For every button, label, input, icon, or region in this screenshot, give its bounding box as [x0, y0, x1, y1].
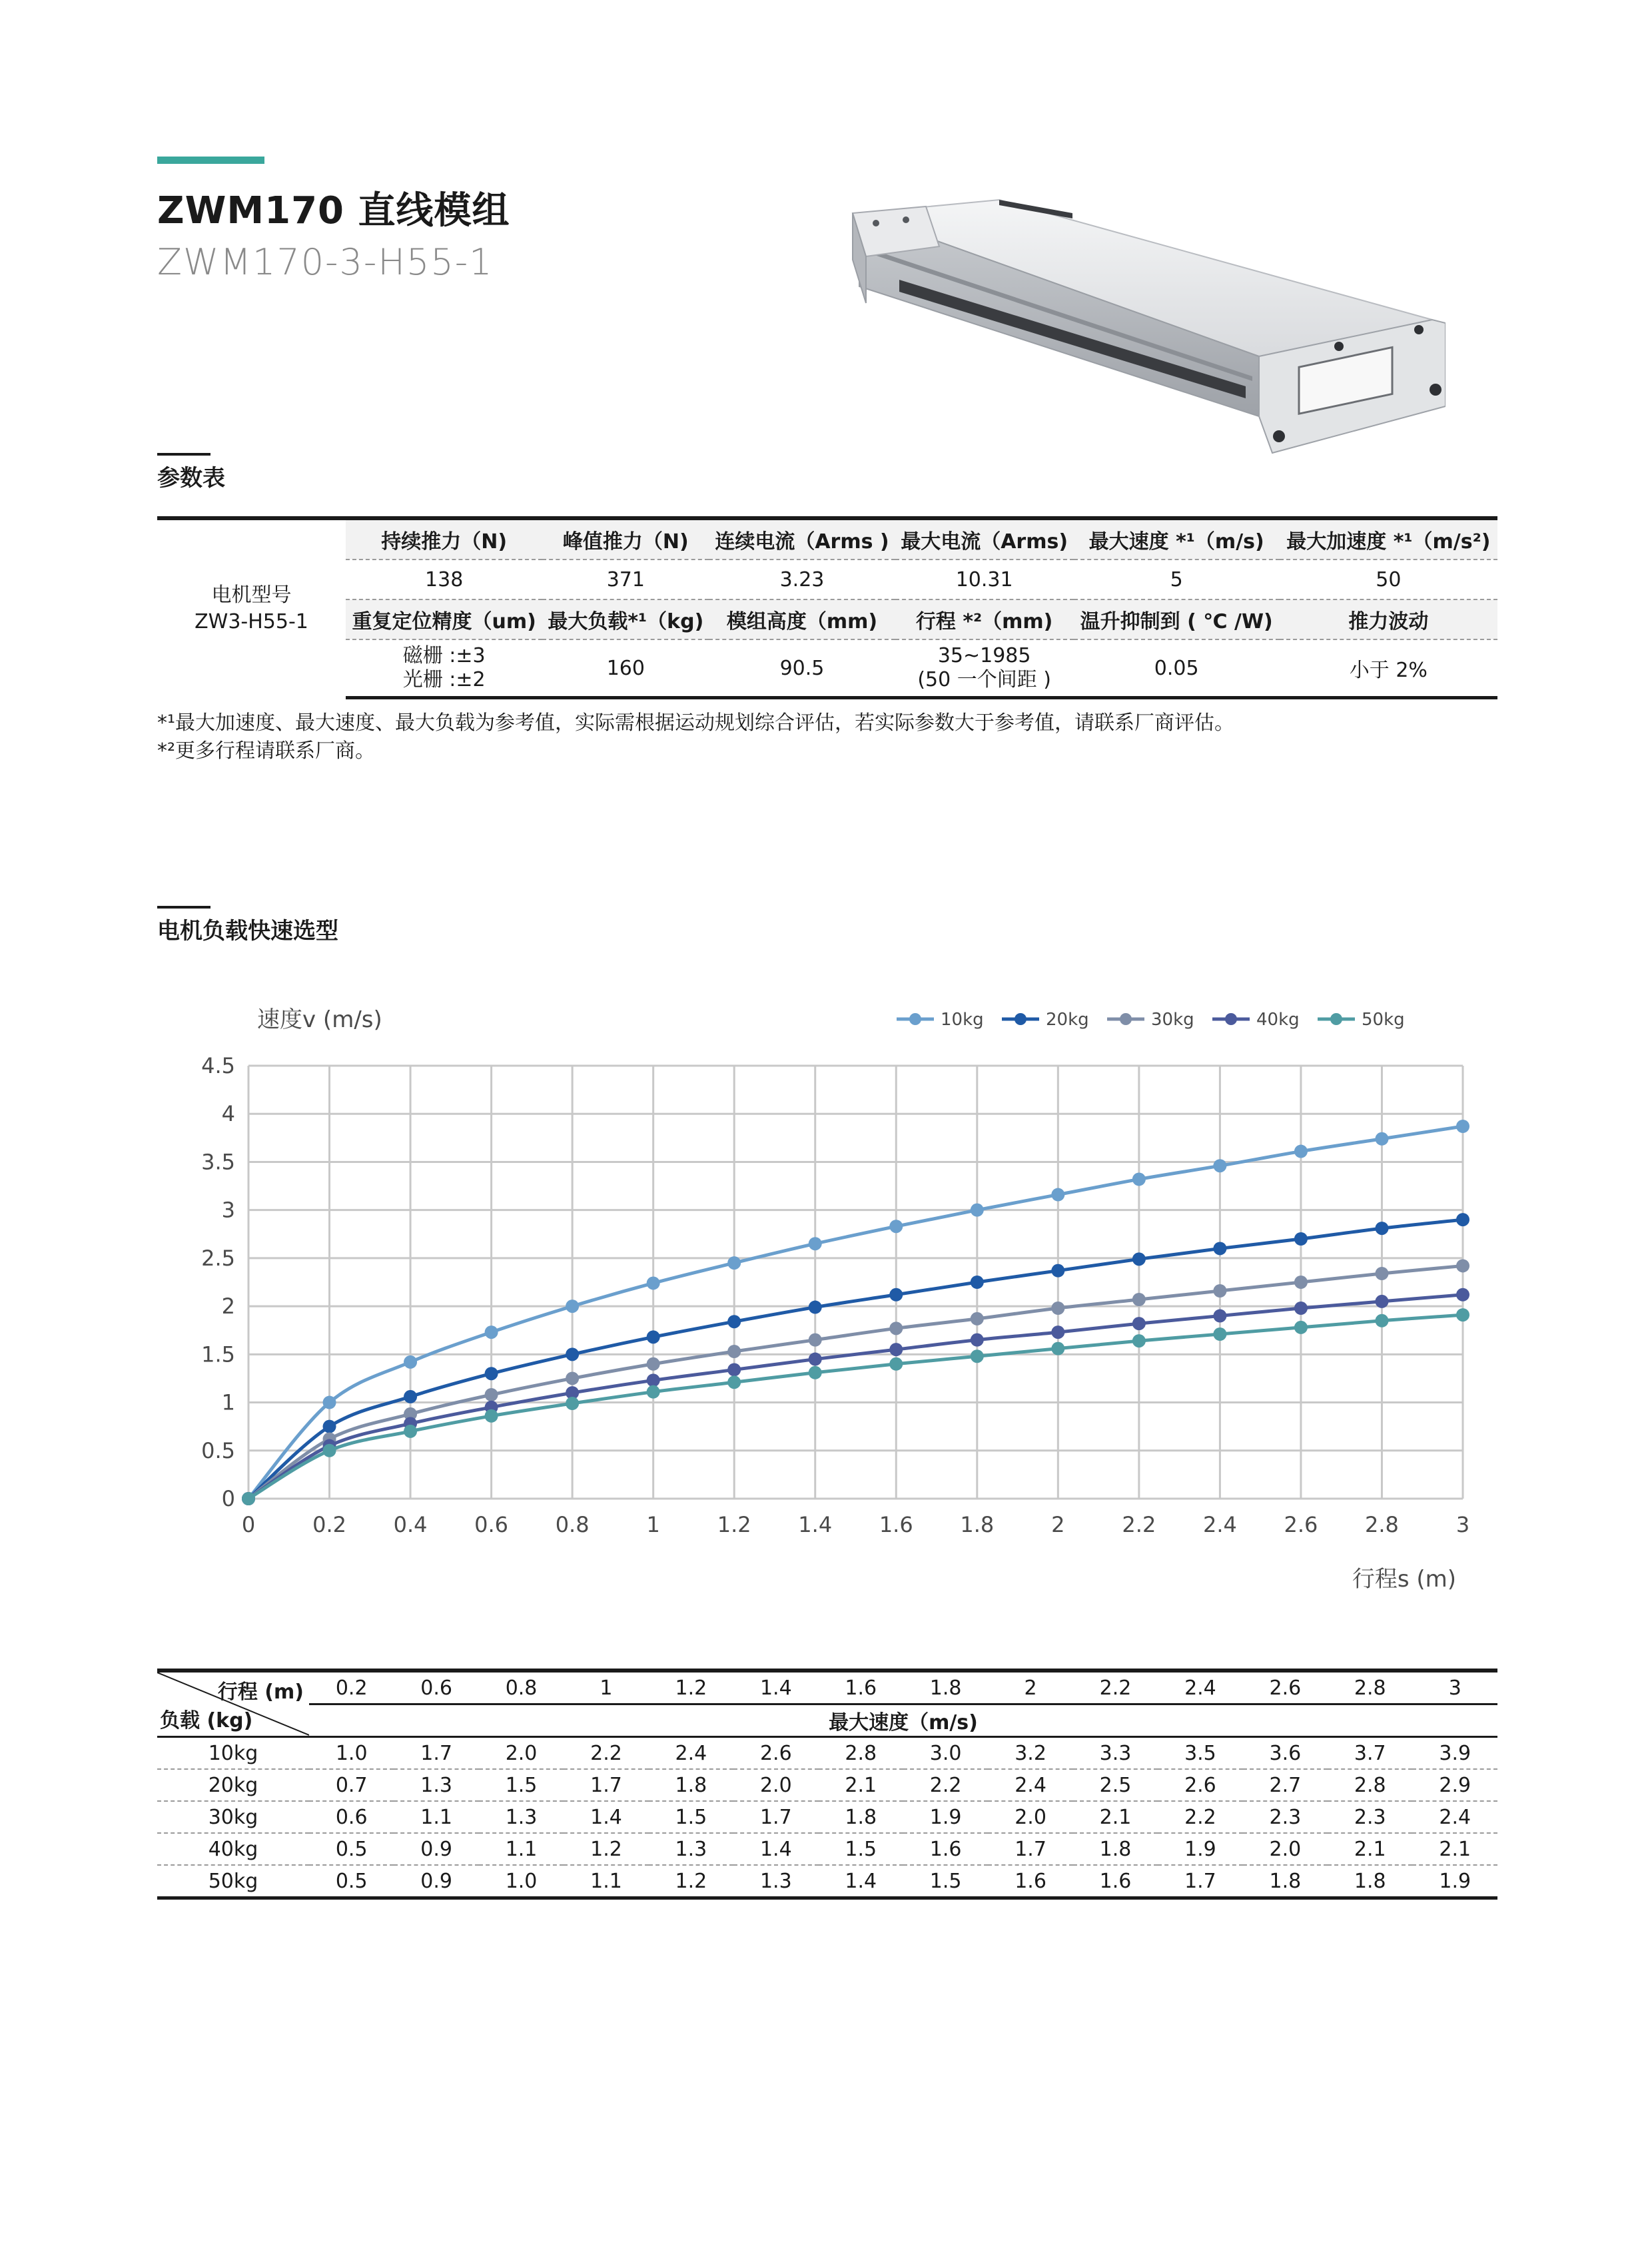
- y-tick-label: 1.5: [201, 1341, 235, 1367]
- legend-marker: [909, 1013, 921, 1025]
- speed-table: [157, 1669, 1497, 1900]
- speed-cell: 2.1: [819, 1769, 903, 1801]
- param-value: 10.31: [895, 560, 1074, 599]
- data-point: [971, 1204, 984, 1217]
- speed-cell: 2.4: [649, 1737, 733, 1770]
- speed-cell: 1.1: [564, 1865, 648, 1898]
- speed-cell: 1.7: [564, 1769, 648, 1801]
- stroke-header-cell: 3: [1412, 1671, 1497, 1704]
- speed-cell: 2.0: [988, 1801, 1072, 1833]
- speed-cell: 2.4: [1412, 1801, 1497, 1833]
- speed-cell: 1.7: [1158, 1865, 1242, 1898]
- data-point: [1051, 1188, 1064, 1202]
- data-point: [1051, 1302, 1064, 1315]
- table-row: [157, 1865, 1497, 1898]
- data-point: [647, 1385, 660, 1399]
- speed-cell: 1.6: [988, 1865, 1072, 1898]
- speed-cell: 3.9: [1412, 1737, 1497, 1770]
- speed-cell: 2.1: [1328, 1833, 1412, 1865]
- y-axis-label: 速度v (m/s): [257, 1006, 382, 1033]
- stroke-header-cell: 2.6: [1243, 1671, 1328, 1704]
- speed-cell: 1.7: [988, 1833, 1072, 1865]
- speed-cell: 1.9: [1412, 1865, 1497, 1898]
- data-point: [647, 1357, 660, 1371]
- param-header: 最大电流（Arms): [895, 518, 1074, 560]
- speed-cell: 2.3: [1243, 1801, 1328, 1833]
- stroke-cell: [895, 639, 1074, 698]
- data-point: [404, 1390, 417, 1403]
- data-point: [1132, 1293, 1146, 1306]
- footnote-1-mark: *¹: [157, 711, 176, 735]
- data-point: [889, 1343, 903, 1356]
- speed-cell: 1.4: [819, 1865, 903, 1898]
- stroke-header-cell: 0.2: [309, 1671, 394, 1704]
- data-point: [809, 1301, 822, 1314]
- data-point: [404, 1425, 417, 1438]
- data-point: [1456, 1308, 1469, 1321]
- y-tick-label: 4.5: [201, 1053, 235, 1078]
- speed-cell: 3.7: [1328, 1737, 1412, 1770]
- series-line-50kg: [248, 1315, 1463, 1499]
- data-point: [1456, 1259, 1469, 1272]
- stroke-axis-label: 行程 (m): [217, 1681, 304, 1704]
- param-header: 模组高度（mm): [709, 599, 895, 639]
- legend-label: 10kg: [941, 1010, 984, 1030]
- speed-stroke-chart: [157, 986, 1497, 1612]
- data-point: [566, 1300, 579, 1313]
- data-point: [889, 1220, 903, 1233]
- stroke-step: (50 一个间距 ): [917, 668, 1051, 691]
- x-tick-label: 2: [1051, 1512, 1065, 1537]
- data-point: [1132, 1252, 1146, 1266]
- data-point: [1051, 1342, 1064, 1355]
- table-row: [157, 1801, 1497, 1833]
- speed-cell: 0.9: [394, 1865, 478, 1898]
- speed-cell: 2.1: [1412, 1833, 1497, 1865]
- model-subtitle: ZWM170-3-H55-1: [157, 241, 494, 283]
- x-tick-label: 1.6: [879, 1512, 913, 1537]
- speed-cell: 2.0: [733, 1769, 818, 1801]
- data-point: [809, 1237, 822, 1250]
- param-header: 温升抑制到 ( ℃ /W): [1074, 599, 1280, 639]
- data-point: [1294, 1232, 1308, 1246]
- y-tick-label: 3: [221, 1197, 235, 1223]
- stroke-range: 35~1985: [937, 644, 1031, 667]
- stroke-header-cell: 1.8: [903, 1671, 988, 1704]
- table-corner: [157, 1671, 309, 1737]
- data-point: [971, 1276, 984, 1289]
- param-header: 重复定位精度（um): [346, 599, 542, 639]
- motor-model-cell: [157, 518, 346, 698]
- speed-cell: 1.4: [564, 1801, 648, 1833]
- data-point: [485, 1388, 498, 1401]
- data-point: [1213, 1159, 1226, 1172]
- data-point: [1213, 1284, 1226, 1298]
- legend-marker: [1225, 1013, 1237, 1025]
- data-point: [1294, 1321, 1308, 1334]
- param-value: 90.5: [709, 639, 895, 698]
- section-underline: [157, 906, 210, 909]
- data-point: [1213, 1242, 1226, 1255]
- speed-cell: 3.3: [1073, 1737, 1158, 1770]
- speed-cell: 1.5: [819, 1833, 903, 1865]
- load-axis-label: 负载 (kg): [160, 1709, 253, 1732]
- data-point: [971, 1312, 984, 1325]
- data-point: [1456, 1213, 1469, 1226]
- data-point: [1375, 1132, 1388, 1146]
- stroke-header-cell: 1.6: [819, 1671, 903, 1704]
- load-cell: 30kg: [157, 1801, 309, 1833]
- speed-cell: 0.5: [309, 1865, 394, 1898]
- data-point: [647, 1276, 660, 1290]
- data-point: [809, 1366, 822, 1379]
- data-point: [809, 1353, 822, 1366]
- legend-marker: [1015, 1013, 1027, 1025]
- data-point: [647, 1330, 660, 1343]
- data-point: [1456, 1120, 1469, 1133]
- repeat-precision-magnetic: 磁栅 :±3: [402, 644, 486, 667]
- data-point: [889, 1357, 903, 1371]
- footnote-2: [157, 737, 375, 765]
- y-tick-label: 2: [221, 1294, 235, 1319]
- param-header: 推力波动: [1280, 599, 1497, 639]
- data-point: [566, 1347, 579, 1361]
- stroke-header-cell: 1: [564, 1671, 648, 1704]
- y-tick-label: 1: [221, 1389, 235, 1415]
- x-tick-label: 3: [1455, 1512, 1470, 1537]
- repeat-precision-optical: 光栅 :±2: [402, 668, 486, 691]
- x-tick-label: 0.4: [393, 1512, 428, 1537]
- param-value: 138: [346, 560, 542, 599]
- params-section-title: 参数表: [157, 465, 225, 492]
- param-header: 最大负载*¹（kg): [542, 599, 709, 639]
- speed-cell: 2.4: [988, 1769, 1072, 1801]
- data-point: [1132, 1317, 1146, 1330]
- data-point: [1375, 1267, 1388, 1280]
- x-tick-label: 0.8: [555, 1512, 590, 1537]
- data-point: [1132, 1334, 1146, 1347]
- data-point: [1294, 1302, 1308, 1315]
- speed-unit-label: 最大速度（m/s): [309, 1704, 1497, 1737]
- x-tick-label: 2.2: [1122, 1512, 1156, 1537]
- speed-cell: 1.0: [479, 1865, 564, 1898]
- x-tick-label: 1.8: [960, 1512, 995, 1537]
- speed-cell: 1.9: [1158, 1833, 1242, 1865]
- speed-cell: 1.3: [479, 1801, 564, 1833]
- x-axis-label: 行程s (m): [1352, 1566, 1456, 1593]
- param-value: 小于 2%: [1280, 639, 1497, 698]
- param-header: 最大速度 *¹（m/s): [1074, 518, 1280, 560]
- data-point: [323, 1420, 336, 1433]
- section-underline: [157, 453, 210, 456]
- data-point: [323, 1444, 336, 1457]
- speed-cell: 1.6: [903, 1833, 988, 1865]
- data-point: [1294, 1145, 1308, 1158]
- data-point: [485, 1367, 498, 1380]
- load-cell: 20kg: [157, 1769, 309, 1801]
- stroke-header-cell: 2: [988, 1671, 1072, 1704]
- speed-cell: 1.5: [479, 1769, 564, 1801]
- speed-cell: 2.6: [1158, 1769, 1242, 1801]
- speed-cell: 2.9: [1412, 1769, 1497, 1801]
- param-value: 160: [542, 639, 709, 698]
- accent-bar: [157, 157, 264, 164]
- speed-cell: 2.2: [564, 1737, 648, 1770]
- data-point: [242, 1492, 255, 1505]
- data-point: [404, 1355, 417, 1369]
- legend-label: 30kg: [1151, 1010, 1194, 1030]
- stroke-header-cell: 2.4: [1158, 1671, 1242, 1704]
- y-tick-label: 3.5: [201, 1149, 235, 1175]
- data-point: [647, 1373, 660, 1387]
- param-value: 371: [542, 560, 709, 599]
- speed-cell: 3.2: [988, 1737, 1072, 1770]
- data-point: [1213, 1327, 1226, 1341]
- data-point: [727, 1315, 741, 1328]
- speed-cell: 0.5: [309, 1833, 394, 1865]
- speed-cell: 1.6: [1073, 1865, 1158, 1898]
- speed-cell: 2.6: [733, 1737, 818, 1770]
- speed-cell: 2.1: [1073, 1801, 1158, 1833]
- data-point: [1375, 1222, 1388, 1235]
- data-point: [1051, 1325, 1064, 1339]
- stroke-header-cell: 2.2: [1073, 1671, 1158, 1704]
- footnote-2-mark: *²: [157, 739, 176, 763]
- speed-cell: 2.3: [1328, 1801, 1412, 1833]
- data-point: [727, 1375, 741, 1389]
- page-title: ZWM170 直线模组: [157, 189, 510, 232]
- stroke-header-cell: 2.8: [1328, 1671, 1412, 1704]
- speed-cell: 3.6: [1243, 1737, 1328, 1770]
- table-row: [157, 1833, 1497, 1865]
- data-point: [485, 1409, 498, 1423]
- x-tick-label: 2.6: [1284, 1512, 1318, 1537]
- footnote-1-text: 最大加速度、最大速度、最大负载为参考值，实际需根据运动规划综合评估，若实际参数大于参考值，请联系厂商评估。: [175, 711, 1235, 735]
- x-tick-label: 1: [646, 1512, 660, 1537]
- y-tick-label: 0: [221, 1486, 235, 1511]
- table-row: [157, 1769, 1497, 1801]
- x-tick-label: 0: [241, 1512, 256, 1537]
- legend-marker: [1120, 1013, 1132, 1025]
- speed-cell: 1.3: [394, 1769, 478, 1801]
- stroke-header-cell: 1.2: [649, 1671, 733, 1704]
- speed-cell: 1.0: [309, 1737, 394, 1770]
- x-tick-label: 2.8: [1365, 1512, 1399, 1537]
- param-value: 50: [1280, 560, 1497, 599]
- table-row: [157, 1737, 1497, 1770]
- motor-model: ZW3-H55-1: [195, 610, 308, 634]
- speed-cell: 2.8: [819, 1737, 903, 1770]
- stroke-header-cell: 1.4: [733, 1671, 818, 1704]
- speed-cell: 1.8: [819, 1801, 903, 1833]
- x-tick-label: 0.6: [474, 1512, 509, 1537]
- speed-cell: 1.1: [394, 1801, 478, 1833]
- x-tick-label: 0.2: [312, 1512, 346, 1537]
- speed-cell: 2.8: [1328, 1769, 1412, 1801]
- x-tick-label: 1.4: [798, 1512, 833, 1537]
- series-line-10kg: [248, 1126, 1463, 1499]
- speed-cell: 0.7: [309, 1769, 394, 1801]
- data-point: [1375, 1314, 1388, 1327]
- load-cell: 40kg: [157, 1833, 309, 1865]
- speed-cell: 1.2: [649, 1865, 733, 1898]
- speed-cell: 2.2: [903, 1769, 988, 1801]
- series-line-40kg: [248, 1295, 1463, 1499]
- param-value: 5: [1074, 560, 1280, 599]
- y-tick-label: 2.5: [201, 1245, 235, 1271]
- chart-section-title: 电机负载快速选型: [157, 918, 338, 944]
- speed-cell: 1.1: [479, 1833, 564, 1865]
- speed-cell: 3.5: [1158, 1737, 1242, 1770]
- linear-module-image: [833, 187, 1446, 466]
- x-tick-label: 1.2: [717, 1512, 751, 1537]
- legend-label: 50kg: [1362, 1010, 1405, 1030]
- speed-cell: 0.6: [309, 1801, 394, 1833]
- data-point: [1051, 1264, 1064, 1278]
- data-point: [566, 1371, 579, 1385]
- data-point: [566, 1397, 579, 1410]
- data-point: [971, 1333, 984, 1347]
- speed-cell: 1.4: [733, 1833, 818, 1865]
- y-tick-label: 4: [221, 1101, 235, 1127]
- data-point: [889, 1321, 903, 1335]
- legend-label: 40kg: [1256, 1010, 1300, 1030]
- data-point: [889, 1288, 903, 1302]
- data-point: [809, 1333, 822, 1347]
- motor-label: 电机型号: [211, 583, 292, 607]
- speed-cell: 2.7: [1243, 1769, 1328, 1801]
- params-table: [157, 516, 1497, 699]
- footnote-1: [157, 709, 1234, 737]
- data-point: [1294, 1276, 1308, 1289]
- data-point: [727, 1345, 741, 1358]
- speed-cell: 1.3: [649, 1833, 733, 1865]
- param-value: 0.05: [1074, 639, 1280, 698]
- data-point: [1132, 1172, 1146, 1186]
- data-point: [727, 1256, 741, 1270]
- speed-cell: 0.9: [394, 1833, 478, 1865]
- speed-cell: 2.2: [1158, 1801, 1242, 1833]
- speed-cell: 1.8: [1073, 1833, 1158, 1865]
- param-header: 连续电流（Arms ): [709, 518, 895, 560]
- param-value: 3.23: [709, 560, 895, 599]
- speed-cell: 1.5: [903, 1865, 988, 1898]
- param-header: 最大加速度 *¹（m/s²): [1280, 518, 1497, 560]
- speed-cell: 1.8: [1243, 1865, 1328, 1898]
- x-tick-label: 2.4: [1202, 1512, 1237, 1537]
- stroke-header-cell: 0.8: [479, 1671, 564, 1704]
- speed-cell: 1.2: [564, 1833, 648, 1865]
- legend-marker: [1330, 1013, 1342, 1025]
- speed-cell: 1.7: [394, 1737, 478, 1770]
- series-line-20kg: [248, 1220, 1463, 1499]
- speed-cell: 1.7: [733, 1801, 818, 1833]
- data-point: [727, 1363, 741, 1376]
- param-header: 持续推力（N): [346, 518, 542, 560]
- speed-cell: 2.0: [1243, 1833, 1328, 1865]
- data-point: [323, 1396, 336, 1409]
- speed-cell: 2.0: [479, 1737, 564, 1770]
- speed-cell: 3.0: [903, 1737, 988, 1770]
- footnote-2-text: 更多行程请联系厂商。: [175, 739, 376, 763]
- data-point: [1456, 1288, 1469, 1302]
- speed-cell: 1.8: [1328, 1865, 1412, 1898]
- data-point: [1375, 1295, 1388, 1308]
- speed-cell: 1.5: [649, 1801, 733, 1833]
- legend-label: 20kg: [1046, 1010, 1089, 1030]
- load-cell: 10kg: [157, 1737, 309, 1770]
- data-point: [485, 1325, 498, 1339]
- repeat-precision-cell: [346, 639, 542, 698]
- data-point: [971, 1349, 984, 1363]
- speed-cell: 1.9: [903, 1801, 988, 1833]
- y-tick-label: 0.5: [201, 1437, 235, 1463]
- stroke-header-cell: 0.6: [394, 1671, 478, 1704]
- speed-cell: 1.3: [733, 1865, 818, 1898]
- param-header: 峰值推力（N): [542, 518, 709, 560]
- speed-cell: 1.8: [649, 1769, 733, 1801]
- speed-cell: 2.5: [1073, 1769, 1158, 1801]
- load-cell: 50kg: [157, 1865, 309, 1898]
- param-header: 行程 *²（mm): [895, 599, 1074, 639]
- data-point: [1213, 1309, 1226, 1323]
